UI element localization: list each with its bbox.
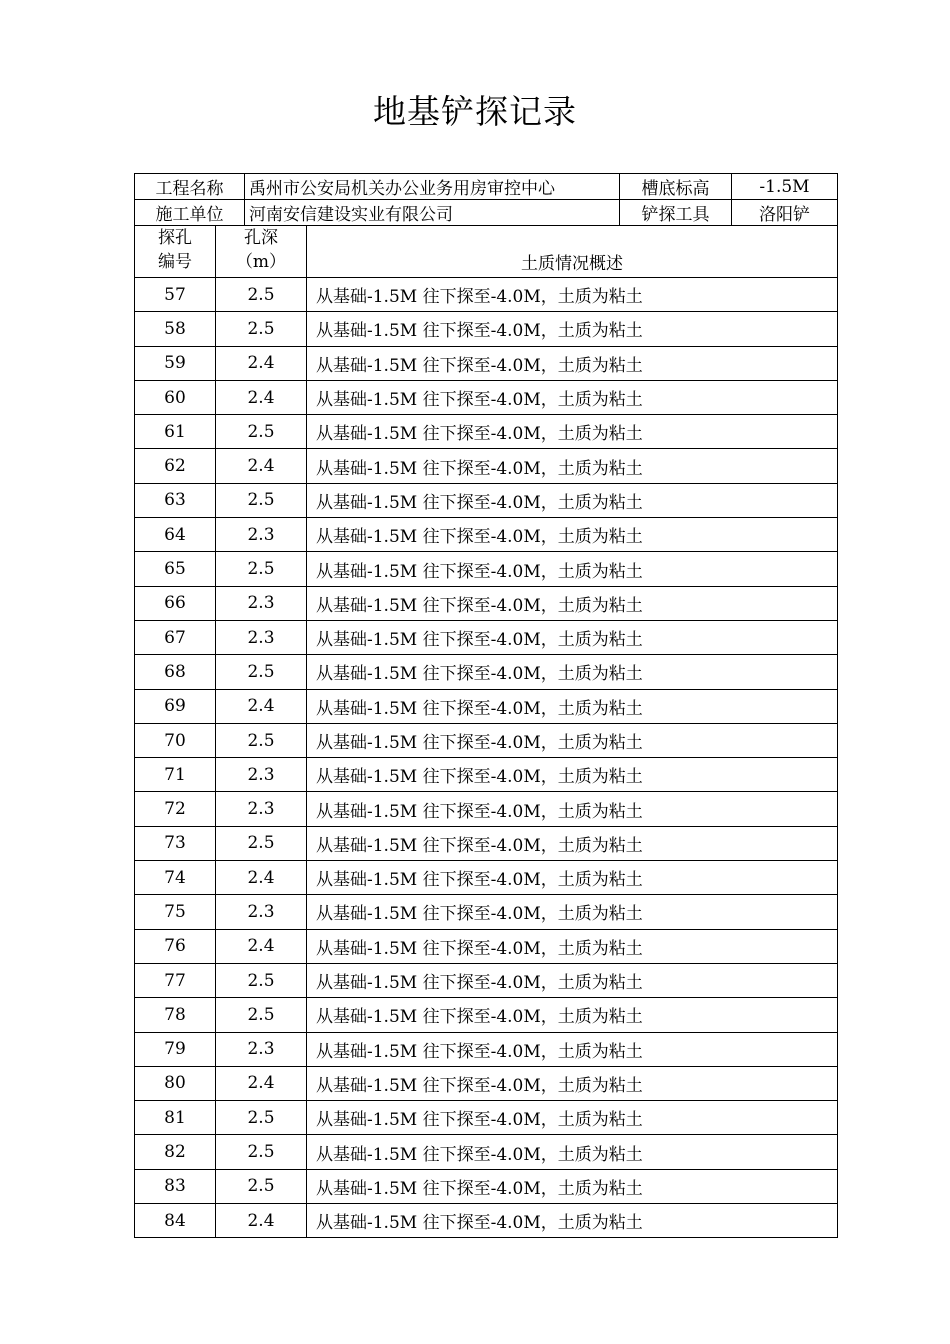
hole-number-cell: 82 — [135, 1135, 216, 1169]
hole-number-cell: 61 — [135, 415, 216, 449]
soil-description-cell: 从基础-1.5M 往下探至-4.0M，土质为粘土 — [307, 861, 838, 895]
table-row — [135, 620, 838, 654]
table-row — [135, 449, 838, 483]
hole-number-cell: 83 — [135, 1169, 216, 1203]
soil-description-cell: 从基础-1.5M 往下探至-4.0M，土质为粘土 — [307, 1101, 838, 1135]
hole-depth-cell: 2.5 — [216, 826, 307, 860]
table-row — [135, 586, 838, 620]
hole-depth-cell: 2.5 — [216, 312, 307, 346]
hole-depth-cell: 2.3 — [216, 792, 307, 826]
table-row — [135, 346, 838, 380]
soil-description-cell: 从基础-1.5M 往下探至-4.0M，土质为粘土 — [307, 792, 838, 826]
hole-number-cell: 69 — [135, 689, 216, 723]
page-title: 地基铲探记录 — [373, 92, 577, 131]
hole-depth-cell: 2.4 — [216, 861, 307, 895]
hole-depth-cell: 2.3 — [216, 758, 307, 792]
hole-depth-cell: 2.5 — [216, 998, 307, 1032]
hole-number-cell: 73 — [135, 826, 216, 860]
probe-record — [134, 173, 837, 1238]
soil-description-cell: 从基础-1.5M 往下探至-4.0M，土质为粘土 — [307, 518, 838, 552]
unit-label: 施工单位 — [135, 200, 245, 226]
table-row — [135, 1066, 838, 1100]
project-name: 禹州市公安局机关办公业务用房审控中心 — [245, 174, 620, 200]
hole-number-cell: 84 — [135, 1204, 216, 1238]
hole-depth-cell: 2.5 — [216, 1101, 307, 1135]
hole-number-cell: 74 — [135, 861, 216, 895]
hole-depth-cell: 2.5 — [216, 278, 307, 312]
soil-description-cell: 从基础-1.5M 往下探至-4.0M，土质为粘土 — [307, 312, 838, 346]
soil-description-cell: 从基础-1.5M 往下探至-4.0M，土质为粘土 — [307, 963, 838, 997]
table-row — [135, 723, 838, 757]
hole-number-cell: 71 — [135, 758, 216, 792]
hole-number-cell: 67 — [135, 620, 216, 654]
soil-description-cell: 从基础-1.5M 往下探至-4.0M，土质为粘土 — [307, 655, 838, 689]
table-header-row — [135, 226, 838, 278]
soil-description-cell: 从基础-1.5M 往下探至-4.0M，土质为粘土 — [307, 723, 838, 757]
hole-number-cell: 79 — [135, 1032, 216, 1066]
soil-description-cell: 从基础-1.5M 往下探至-4.0M，土质为粘土 — [307, 1169, 838, 1203]
table-row — [135, 792, 838, 826]
hole-number-cell: 59 — [135, 346, 216, 380]
unit-name: 河南安信建设实业有限公司 — [245, 200, 620, 226]
hole-number-cell: 70 — [135, 723, 216, 757]
unit-row — [135, 200, 838, 226]
hole-depth-cell: 2.5 — [216, 655, 307, 689]
table-row — [135, 552, 838, 586]
soil-description-cell: 从基础-1.5M 往下探至-4.0M，土质为粘土 — [307, 415, 838, 449]
hole-depth-cell: 2.4 — [216, 929, 307, 963]
hole-no-header-line1: 探孔 — [158, 228, 192, 248]
table-row — [135, 1204, 838, 1238]
table-row — [135, 1101, 838, 1135]
hole-number-cell: 76 — [135, 929, 216, 963]
hole-number-cell: 60 — [135, 380, 216, 414]
hole-depth-cell: 2.4 — [216, 1204, 307, 1238]
project-row — [135, 174, 838, 200]
hole-number-cell: 81 — [135, 1101, 216, 1135]
table-row — [135, 483, 838, 517]
soil-description-cell: 从基础-1.5M 往下探至-4.0M，土质为粘土 — [307, 1066, 838, 1100]
desc-header: 土质情况概述 — [307, 226, 838, 278]
probe-table — [134, 225, 838, 1238]
table-row — [135, 929, 838, 963]
hole-number-cell: 64 — [135, 518, 216, 552]
project-label: 工程名称 — [135, 174, 245, 200]
hole-depth-cell: 2.5 — [216, 552, 307, 586]
hole-depth-cell: 2.4 — [216, 380, 307, 414]
hole-number-cell: 66 — [135, 586, 216, 620]
table-row — [135, 861, 838, 895]
table-row — [135, 1169, 838, 1203]
soil-description-cell: 从基础-1.5M 往下探至-4.0M，土质为粘土 — [307, 380, 838, 414]
soil-description-cell: 从基础-1.5M 往下探至-4.0M，土质为粘土 — [307, 1204, 838, 1238]
table-row — [135, 758, 838, 792]
hole-depth-cell: 2.5 — [216, 963, 307, 997]
hole-number-cell: 72 — [135, 792, 216, 826]
hole-depth-cell: 2.4 — [216, 449, 307, 483]
table-row — [135, 998, 838, 1032]
table-row — [135, 689, 838, 723]
table-row — [135, 1135, 838, 1169]
soil-description-cell: 从基础-1.5M 往下探至-4.0M，土质为粘土 — [307, 826, 838, 860]
hole-no-header-line2: 编号 — [158, 252, 192, 272]
hole-depth-cell: 2.5 — [216, 483, 307, 517]
table-row — [135, 415, 838, 449]
depth-header — [216, 226, 307, 278]
table-row — [135, 278, 838, 312]
soil-description-cell: 从基础-1.5M 往下探至-4.0M，土质为粘土 — [307, 620, 838, 654]
hole-depth-cell: 2.5 — [216, 1169, 307, 1203]
hole-depth-cell: 2.5 — [216, 723, 307, 757]
hole-number-cell: 78 — [135, 998, 216, 1032]
soil-description-cell: 从基础-1.5M 往下探至-4.0M，土质为粘土 — [307, 895, 838, 929]
hole-no-header — [135, 226, 216, 278]
depth-header-line2: （m） — [235, 252, 287, 272]
elevation-label: 槽底标高 — [620, 174, 732, 200]
depth-header-line1: 孔深 — [244, 228, 278, 248]
table-row — [135, 380, 838, 414]
hole-number-cell: 62 — [135, 449, 216, 483]
hole-number-cell: 65 — [135, 552, 216, 586]
tool-value: 洛阳铲 — [732, 200, 838, 226]
soil-description-cell: 从基础-1.5M 往下探至-4.0M，土质为粘土 — [307, 929, 838, 963]
soil-description-cell: 从基础-1.5M 往下探至-4.0M，土质为粘土 — [307, 1135, 838, 1169]
hole-number-cell: 63 — [135, 483, 216, 517]
table-row — [135, 312, 838, 346]
table-row — [135, 1032, 838, 1066]
hole-depth-cell: 2.5 — [216, 1135, 307, 1169]
soil-description-cell: 从基础-1.5M 往下探至-4.0M，土质为粘土 — [307, 689, 838, 723]
soil-description-cell: 从基础-1.5M 往下探至-4.0M，土质为粘土 — [307, 1032, 838, 1066]
soil-description-cell: 从基础-1.5M 往下探至-4.0M，土质为粘土 — [307, 346, 838, 380]
hole-depth-cell: 2.3 — [216, 895, 307, 929]
hole-number-cell: 68 — [135, 655, 216, 689]
hole-depth-cell: 2.5 — [216, 415, 307, 449]
hole-number-cell: 58 — [135, 312, 216, 346]
hole-depth-cell: 2.3 — [216, 518, 307, 552]
soil-description-cell: 从基础-1.5M 往下探至-4.0M，土质为粘土 — [307, 483, 838, 517]
hole-depth-cell: 2.3 — [216, 1032, 307, 1066]
hole-number-cell: 77 — [135, 963, 216, 997]
hole-depth-cell: 2.4 — [216, 346, 307, 380]
hole-depth-cell: 2.3 — [216, 620, 307, 654]
hole-depth-cell: 2.4 — [216, 689, 307, 723]
soil-description-cell: 从基础-1.5M 往下探至-4.0M，土质为粘土 — [307, 552, 838, 586]
hole-depth-cell: 2.3 — [216, 586, 307, 620]
soil-description-cell: 从基础-1.5M 往下探至-4.0M，土质为粘土 — [307, 449, 838, 483]
table-row — [135, 655, 838, 689]
tool-label: 铲探工具 — [620, 200, 732, 226]
hole-number-cell: 75 — [135, 895, 216, 929]
table-row — [135, 826, 838, 860]
table-row — [135, 518, 838, 552]
table-row — [135, 895, 838, 929]
hole-number-cell: 57 — [135, 278, 216, 312]
soil-description-cell: 从基础-1.5M 往下探至-4.0M，土质为粘土 — [307, 758, 838, 792]
project-info-table — [134, 173, 838, 226]
table-row — [135, 963, 838, 997]
soil-description-cell: 从基础-1.5M 往下探至-4.0M，土质为粘土 — [307, 586, 838, 620]
hole-depth-cell: 2.4 — [216, 1066, 307, 1100]
soil-description-cell: 从基础-1.5M 往下探至-4.0M，土质为粘土 — [307, 998, 838, 1032]
hole-number-cell: 80 — [135, 1066, 216, 1100]
soil-description-cell: 从基础-1.5M 往下探至-4.0M，土质为粘土 — [307, 278, 838, 312]
elevation-value: -1.5M — [732, 174, 838, 200]
